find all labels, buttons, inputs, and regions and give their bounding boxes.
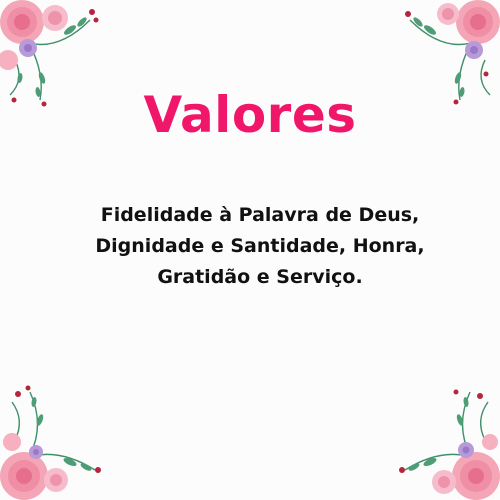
values-line: Gratidão e Serviço. (157, 266, 363, 288)
values-line: Fidelidade à Palavra de Deus, (100, 204, 420, 226)
values-text (60, 200, 460, 293)
floral-corner-icon-bottom-right (380, 380, 500, 500)
page-title: Valores (143, 86, 357, 144)
floral-corner-icon-bottom-left (0, 380, 120, 500)
floral-corner-icon (0, 380, 120, 500)
values-line: Dignidade e Santidade, Honra, (95, 235, 425, 257)
floral-corner-icon (380, 380, 500, 500)
